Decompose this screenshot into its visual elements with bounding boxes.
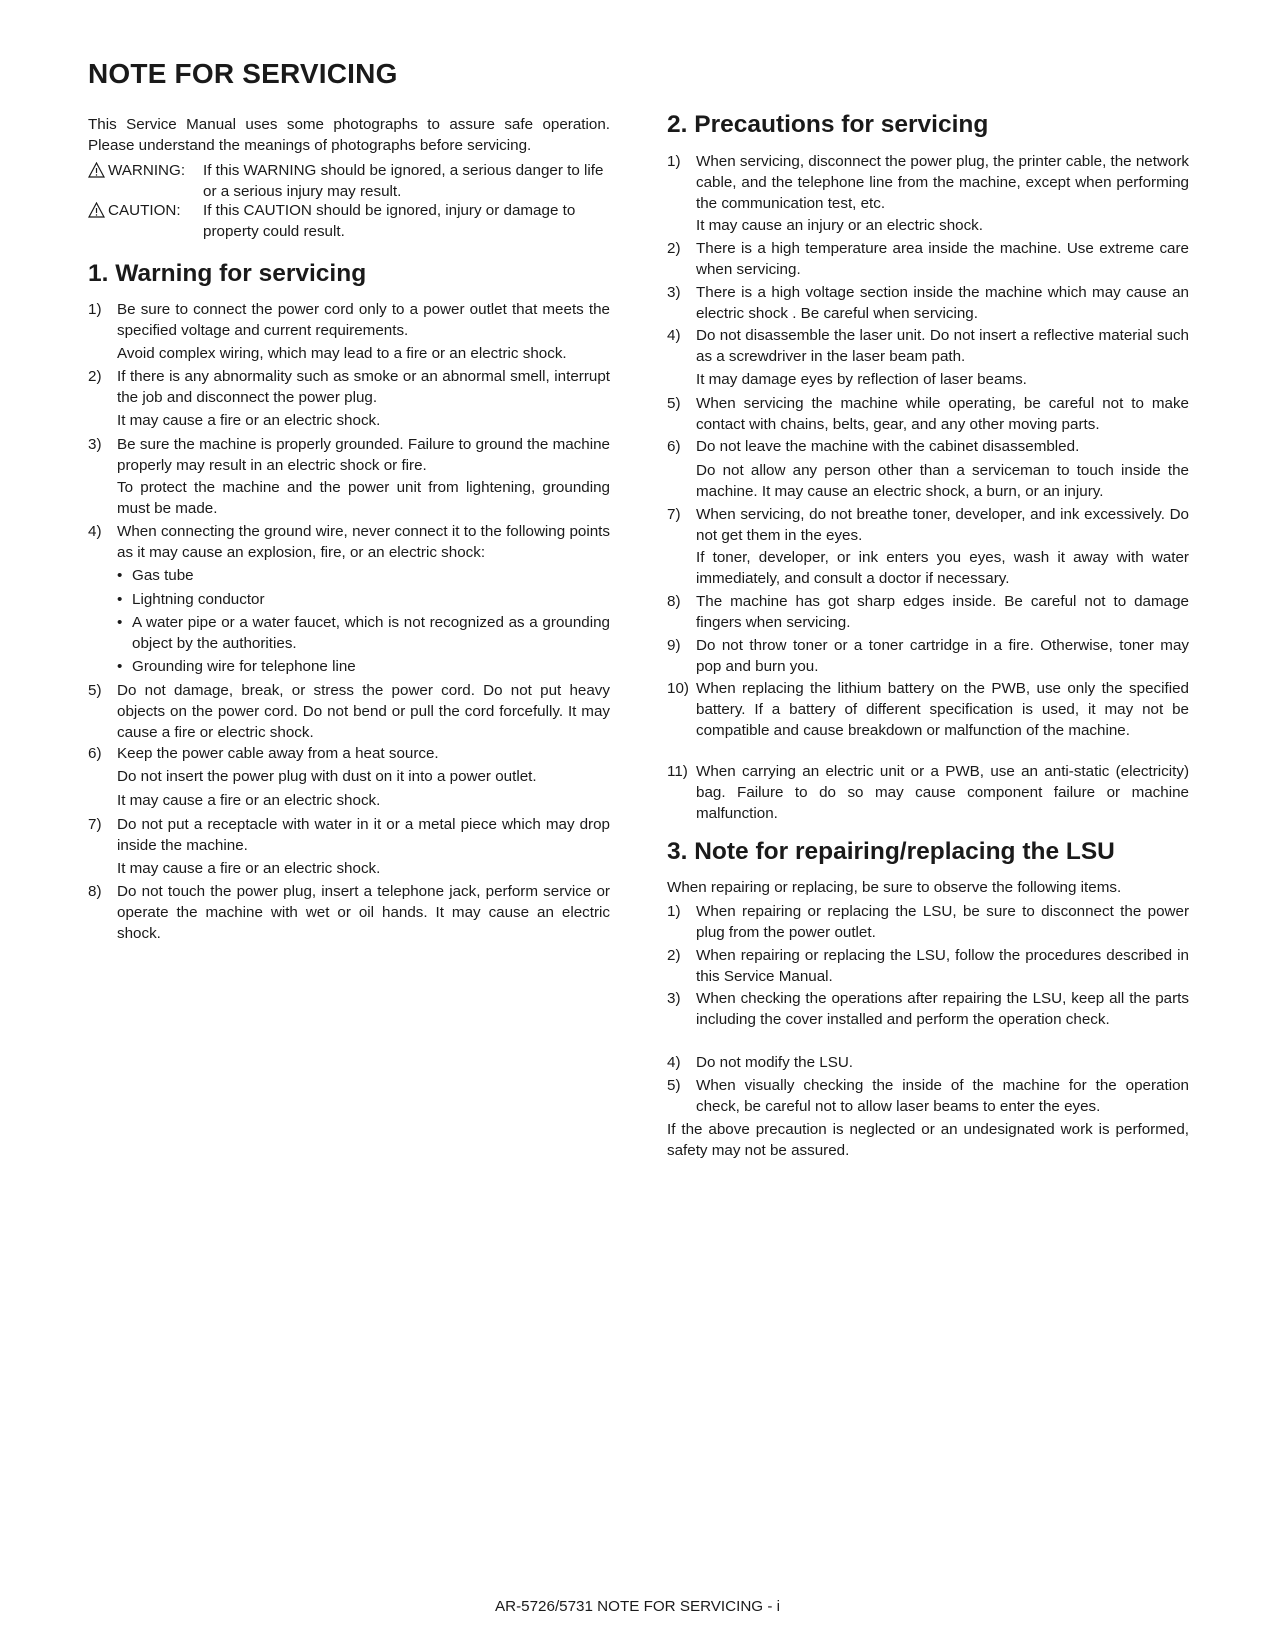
item-number: 6) (667, 438, 681, 455)
section1-title: 1. Warning for servicing (88, 260, 367, 287)
item-number: 6) (88, 745, 102, 762)
page-footer: AR-5726/5731 NOTE FOR SERVICING - i (495, 1598, 780, 1615)
item-number: 5) (667, 1077, 681, 1094)
bullet-text: Grounding wire for telephone line (132, 658, 356, 675)
section2-title: 2. Precautions for servicing (667, 111, 989, 138)
item-text: Do not touch the power plug, insert a telephone jack, perform service or operate the machine with wet or oil hands. It may cause an electric shock. (117, 883, 610, 942)
list-item (667, 393, 1189, 435)
list-item (667, 988, 1189, 1030)
item-number: 2) (667, 947, 681, 964)
caution-text: If this CAUTION should be ignored, injury or damage to property could result. (203, 202, 576, 240)
list-item (667, 436, 1189, 457)
item-note: Avoid complex wiring, which may lead to a fire or an electric shock. (117, 345, 567, 362)
caution-row (88, 200, 610, 242)
item-note: It may cause a fire or an electric shock. (117, 860, 381, 877)
item-text: When connecting the ground wire, never connect it to the following points as it may cause an explosion, fire, or an electric shock: (117, 523, 610, 561)
item-text: Do not damage, break, or stress the power cord. Do not put heavy objects on the power cord. Do not bend or pull the cord forcefully. It may cause a fire or electric shock. (117, 682, 610, 741)
caution-label: CAUTION: (108, 202, 181, 219)
item-text: Be sure to connect the power cord only to a power outlet that meets the specified voltage and current requirements. (117, 301, 610, 339)
item-number: 5) (88, 682, 102, 699)
item-text: Do not put a receptacle with water in it or a metal piece which may drop inside the machine. (117, 816, 610, 854)
list-item (667, 238, 1189, 280)
bullet-text: A water pipe or a water faucet, which is not recognized as a grounding object by the authorities. (132, 614, 610, 652)
item-text: When visually checking the inside of the machine for the operation check, be careful not to allow laser beams to enter the eyes. (696, 1077, 1189, 1115)
item-number: 11) (667, 763, 688, 780)
list-item (667, 504, 1189, 546)
item-note: Do not insert the power plug with dust on it into a power outlet. (117, 768, 537, 785)
list-item (667, 945, 1189, 987)
bullet-item (117, 656, 610, 677)
bullet-text: Lightning conductor (132, 591, 265, 608)
item-note: If toner, developer, or ink enters you eyes, wash it away with water immediately, and consult a doctor if necessary. (696, 549, 1189, 587)
list-item (667, 325, 1189, 367)
item-text: When servicing, disconnect the power plug, the printer cable, the network cable, and the telephone line from the machine, except when performing the communication test, etc. (696, 153, 1190, 212)
item-number: 4) (667, 327, 681, 344)
item-number: 3) (88, 436, 102, 453)
list-item (667, 901, 1189, 943)
bullet-item (117, 565, 610, 586)
item-number: 9) (667, 637, 681, 654)
item-number: 8) (667, 593, 681, 610)
warning-row (88, 160, 610, 202)
section3-closing: If the above precaution is neglected or an undesignated work is performed, safety may not be assured. (667, 1121, 1189, 1159)
item-text: Do not disassemble the laser unit. Do not insert a reflective material such as a screwdriver in the laser beam path. (696, 327, 1189, 365)
item-note: It may cause a fire or an electric shock. (117, 792, 381, 809)
item-text: If there is any abnormality such as smoke or an abnormal smell, interrupt the job and disconnect the power plug. (117, 368, 610, 406)
item-text: Do not throw toner or a toner cartridge in a fire. Otherwise, toner may pop and burn you. (696, 637, 1189, 675)
warning-label: WARNING: (108, 162, 186, 179)
item-text: Keep the power cable away from a heat source. (117, 745, 439, 762)
item-text: There is a high temperature area inside the machine. Use extreme care when servicing. (696, 240, 1189, 278)
bullet-item (117, 589, 610, 610)
item-text: When servicing the machine while operating, be careful not to make contact with chains, belts, gear, and any other moving parts. (696, 395, 1189, 433)
item-number: 10) (667, 680, 689, 697)
item-text: There is a high voltage section inside the machine which may cause an electric shock . Be careful when servicing. (696, 284, 1189, 322)
item-note: To protect the machine and the power unit from lightening, grounding must be made. (117, 479, 610, 517)
item-number: 4) (88, 523, 102, 540)
list-item (88, 434, 610, 476)
list-item (88, 366, 610, 408)
list-item (88, 814, 610, 856)
list-item (88, 521, 610, 563)
list-item (667, 761, 1189, 824)
item-note: Do not allow any person other than a serviceman to touch inside the machine. It may cause an electric shock, a burn, or an injury. (696, 462, 1189, 500)
list-item (667, 282, 1189, 324)
warning-text: If this WARNING should be ignored, a serious danger to life or a serious injury may result. (203, 162, 604, 200)
section3-intro: When repairing or replacing, be sure to observe the following items. (667, 879, 1122, 896)
list-item (88, 299, 610, 341)
page-title: NOTE FOR SERVICING (88, 58, 398, 89)
item-text: When repairing or replacing the LSU, follow the procedures described in this Service Manual. (696, 947, 1189, 985)
item-text: When carrying an electric unit or a PWB, use an anti-static (electricity) bag. Failure to do so may cause component failure or machine malfunction. (696, 763, 1189, 822)
list-item (667, 151, 1189, 214)
caution-triangle-icon (88, 200, 108, 242)
item-number: 4) (667, 1054, 681, 1071)
item-note: It may damage eyes by reflection of laser beams. (696, 371, 1027, 388)
item-number: 5) (667, 395, 681, 412)
list-item (88, 743, 610, 764)
list-item (88, 881, 610, 944)
list-item (667, 1075, 1189, 1117)
list-item (88, 680, 610, 743)
item-note: It may cause an injury or an electric shock. (696, 217, 983, 234)
item-number: 2) (667, 240, 681, 257)
bullet-dot: • (117, 658, 123, 675)
bullet-dot: • (117, 567, 123, 584)
bullet-dot: • (117, 614, 123, 631)
item-number: 1) (667, 903, 681, 920)
item-text: When checking the operations after repairing the LSU, keep all the parts including the cover installed and perform the operation check. (696, 990, 1189, 1028)
list-item (667, 1052, 1189, 1073)
item-text: When servicing, do not breathe toner, developer, and ink excessively. Do not get them in the eyes. (696, 506, 1189, 544)
warning-triangle-icon (88, 160, 108, 202)
item-number: 1) (88, 301, 102, 318)
list-item (667, 591, 1189, 633)
item-number: 8) (88, 883, 102, 900)
intro-text: This Service Manual uses some photographs to assure safe operation. Please understand the meanings of photographs before servicing. (88, 116, 610, 154)
item-text: Be sure the machine is properly grounded. Failure to ground the machine properly may result in an electric shock or fire. (117, 436, 610, 474)
item-text: When replacing the lithium battery on the PWB, use only the specified battery. If a battery of different specification is used, it may not be compatible and cause breakdown or malfunction of the machine. (696, 680, 1189, 739)
list-item (667, 678, 1189, 741)
item-number: 2) (88, 368, 102, 385)
bullet-text: Gas tube (132, 567, 194, 584)
item-text: Do not leave the machine with the cabinet disassembled. (696, 438, 1080, 455)
item-number: 7) (667, 506, 681, 523)
bullet-dot: • (117, 591, 123, 608)
bullet-item (117, 612, 610, 654)
item-number: 1) (667, 153, 681, 170)
item-number: 3) (667, 284, 681, 301)
item-note: It may cause a fire or an electric shock. (117, 412, 381, 429)
item-number: 7) (88, 816, 102, 833)
item-number: 3) (667, 990, 681, 1007)
section3-title: 3. Note for repairing/replacing the LSU (667, 838, 1115, 865)
list-item (667, 635, 1189, 677)
item-text: When repairing or replacing the LSU, be sure to disconnect the power plug from the power outlet. (696, 903, 1189, 941)
item-text: The machine has got sharp edges inside. Be careful not to damage fingers when servicing. (696, 593, 1189, 631)
item-text: Do not modify the LSU. (696, 1054, 854, 1071)
